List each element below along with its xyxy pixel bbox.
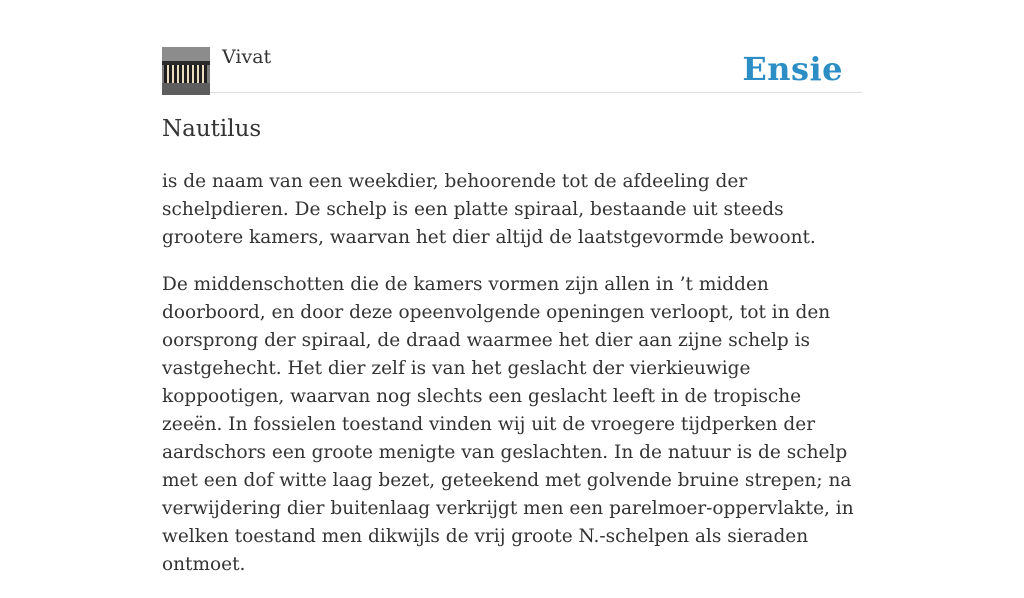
article-paragraph: De middenschotten die de kamers vormen zijn allen in ’t midden doorboord, en door deze opeenvolgende openingen verloopt, tot in den oorsprong der spiraal, de draad waarmee het dier aan zijne schelp is vastgehecht. Het dier zelf is van het geslacht der vierkieuwige koppootigen, waarvan nog slechts een geslacht leeft in de tropische zeeën. In fossielen toestand vinden wij uit de vroegere tijdperken der aardschors een groote menigte van geslachten. In de natuur is de schelp met een dof witte laag bezet, geteekend met golvende bruine strepen; na verwijdering dier buitenlaag verkrijgt men een parelmoer-oppervlakte, in welken toestand men dikwijls de vrij groote N.-schelpen als sieraden ontmoet. [162, 274, 854, 575]
brand-logo-link[interactable]: Ensie [742, 50, 843, 88]
article-body [162, 168, 862, 598]
page [162, 0, 862, 575]
page-title: Nautilus [162, 116, 262, 142]
article-paragraph: is de naam van een weekdier, behoorende tot de afdeeling der schelpdieren. De schelp is een platte spiraal, bestaande uit steeds grootere kamers, waarvan het dier altijd de laatstgevormde bewoont. [162, 171, 816, 248]
author-name-link[interactable]: Vivat [222, 46, 272, 68]
avatar[interactable] [162, 47, 210, 95]
header [162, 0, 862, 93]
book-spines-icon [162, 47, 210, 95]
